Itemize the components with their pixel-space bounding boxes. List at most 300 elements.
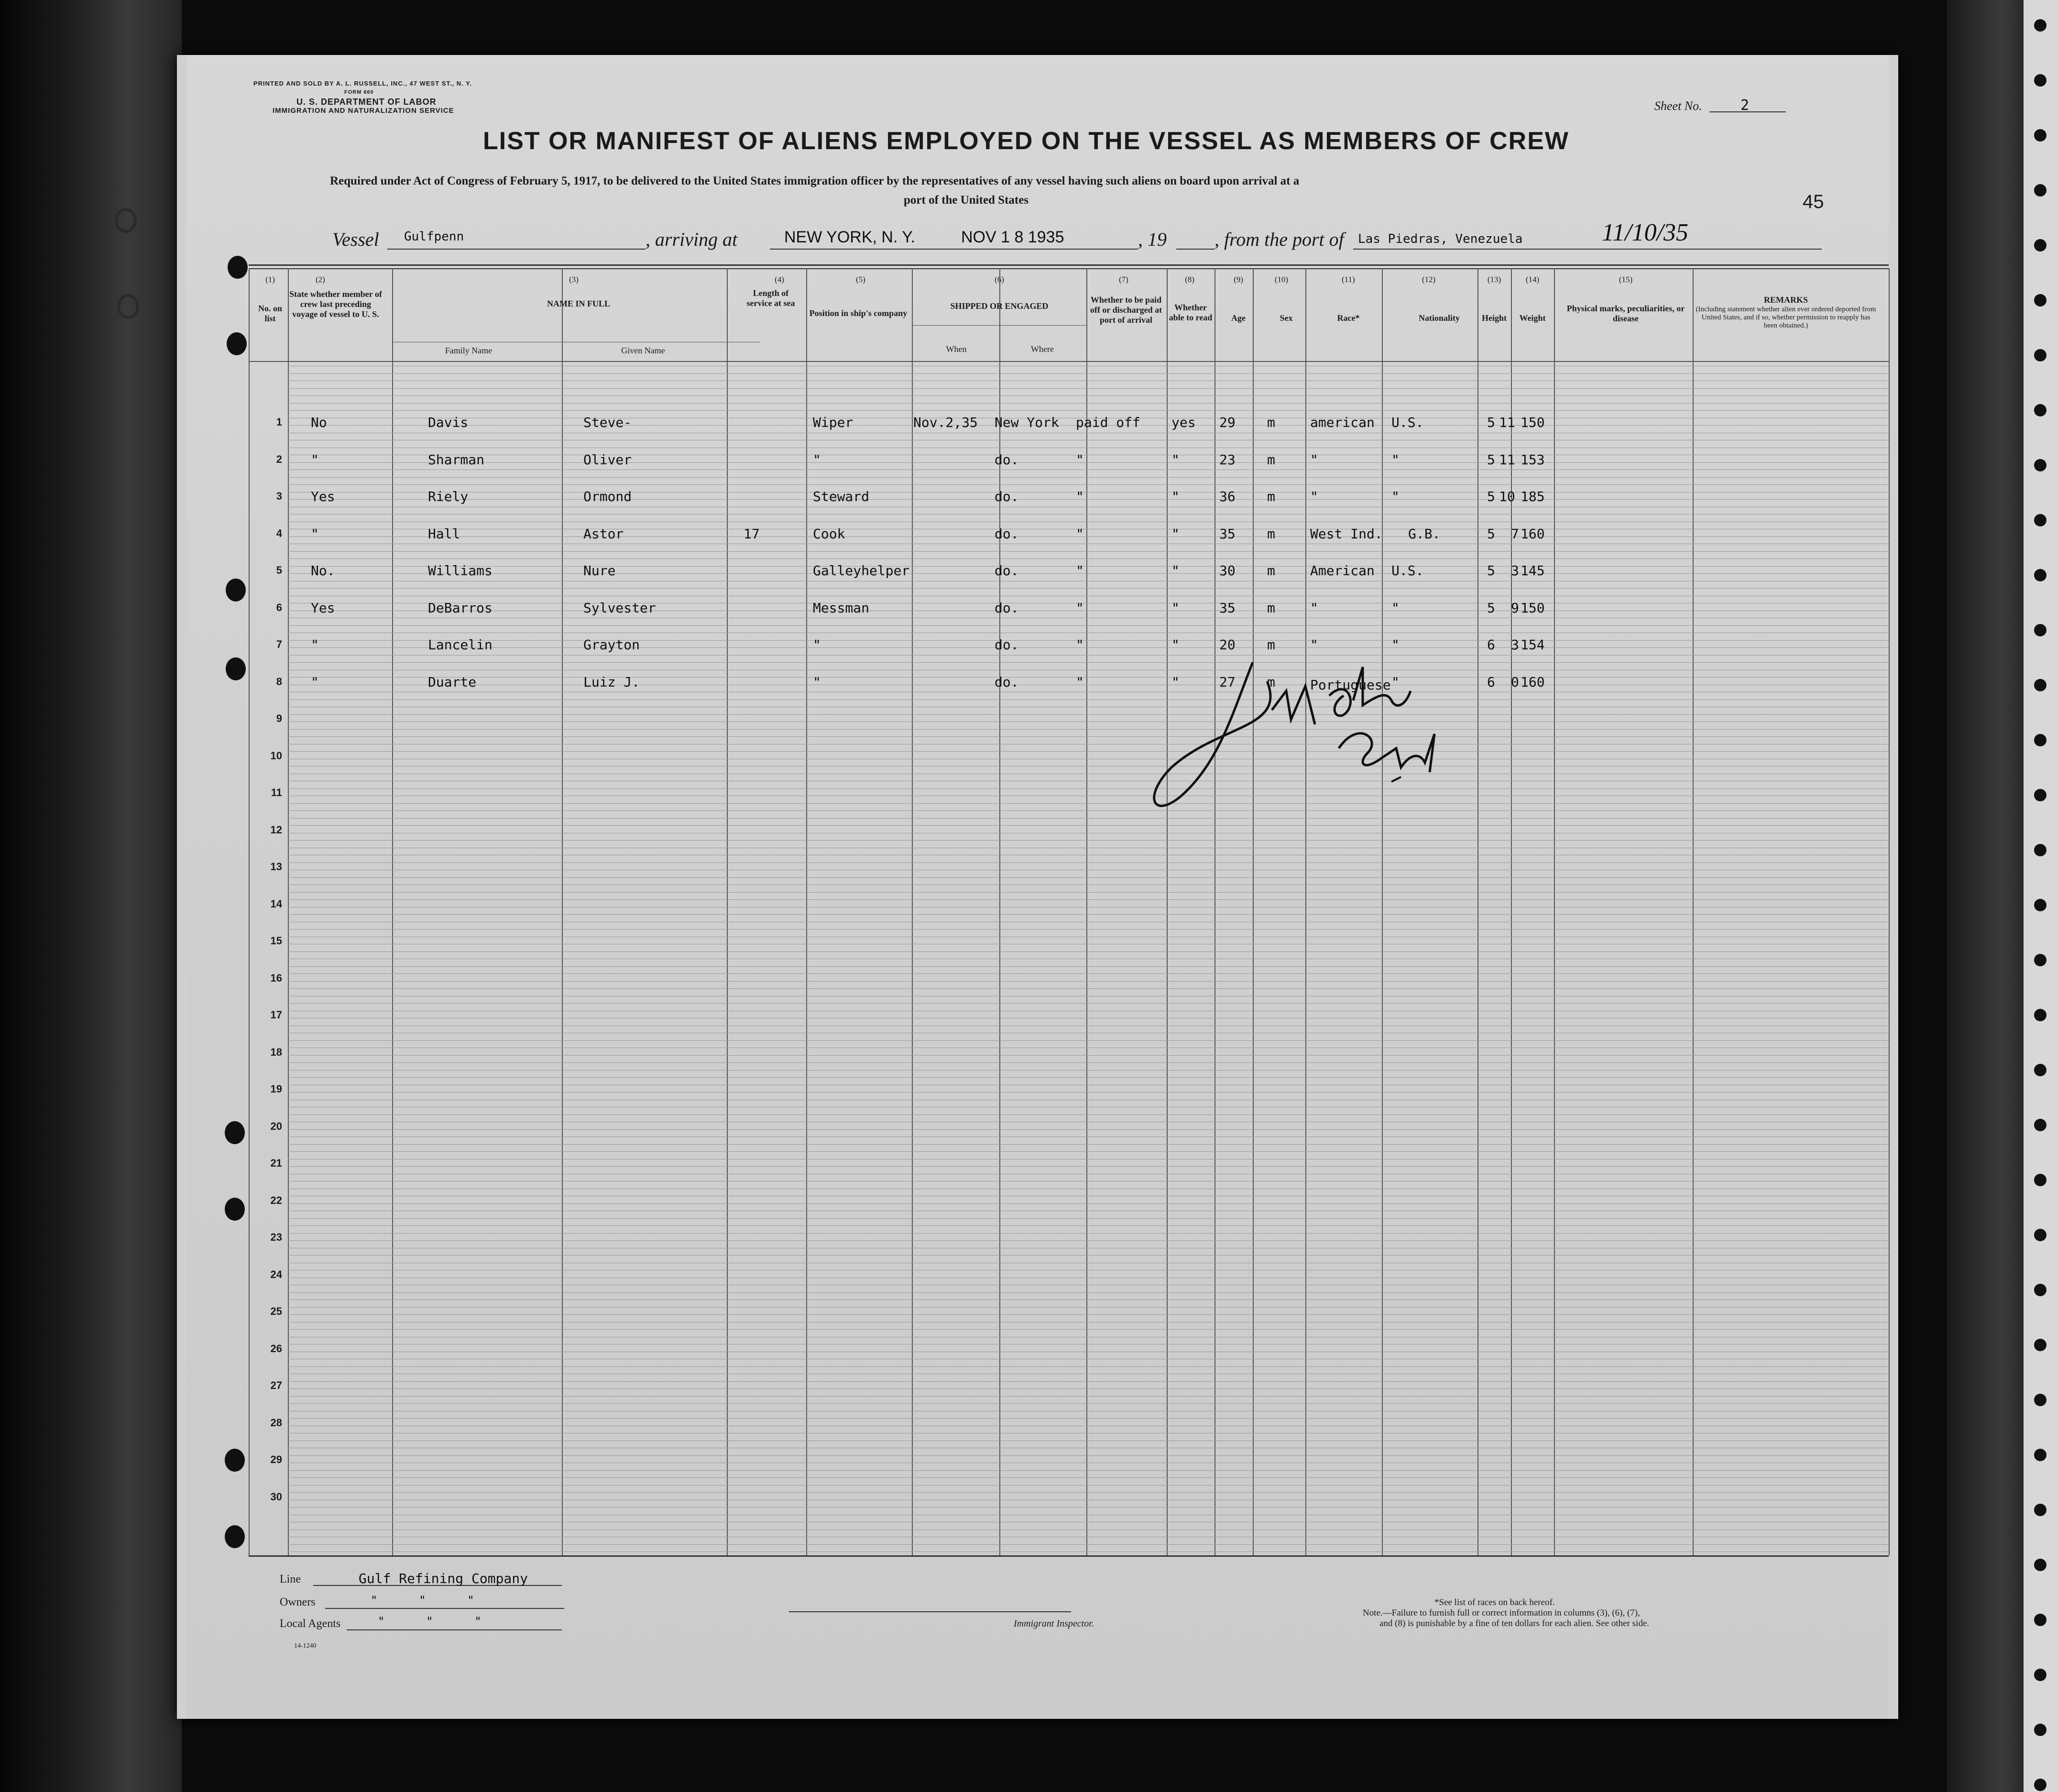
film-sprocket — [2034, 1504, 2046, 1516]
punch-hole — [225, 1121, 245, 1144]
punch-hole — [225, 1449, 245, 1472]
grid-rule — [288, 751, 1889, 752]
note-line-2: and (8) is punishable by a fine of ten dollars for each alien. See other side. — [1379, 1618, 1650, 1628]
row-number: 30 — [270, 1490, 282, 1503]
grid-rule — [288, 499, 1889, 500]
weight-cell: 153 — [1521, 451, 1545, 468]
service: IMMIGRATION AND NATURALIZATION SERVICE — [273, 107, 454, 115]
race-cell: Portuguese — [1310, 677, 1391, 693]
grid-rule — [288, 536, 1889, 537]
weight-cell: 154 — [1521, 637, 1545, 653]
prev-voyage-cell: " — [311, 451, 319, 468]
grid-rule — [288, 1070, 1889, 1071]
given-name-cell: Nure — [583, 563, 616, 579]
paid-off-cell: " — [1076, 489, 1084, 504]
position-cell: " — [813, 451, 821, 468]
page-number: 45 — [1803, 191, 1824, 212]
grid-rule — [288, 388, 1889, 389]
height-inches-cell: 10 — [1499, 489, 1515, 504]
able-to-read-cell: " — [1171, 637, 1180, 653]
grid-rule — [288, 788, 1889, 789]
film-sprocket — [2034, 1614, 2046, 1626]
nationality-cell: " — [1391, 637, 1400, 653]
grid-rule — [288, 647, 1889, 648]
position-cell: " — [813, 674, 821, 690]
sheet-paper — [186, 55, 1889, 1719]
column-rule — [1554, 268, 1555, 1555]
height-feet-cell: 5 — [1487, 415, 1495, 430]
column-rule — [1086, 268, 1087, 1555]
weight-cell: 185 — [1521, 489, 1545, 504]
signature — [1143, 653, 1477, 853]
col-num-2: (2) — [316, 275, 325, 284]
film-sprocket — [2034, 1229, 2046, 1241]
col-num-5: (5) — [856, 275, 865, 284]
grid-rule — [288, 1307, 1889, 1308]
weight-cell: 145 — [1521, 563, 1545, 579]
paid-off-cell: " — [1076, 637, 1084, 653]
requirement-line-1: Required under Act of Congress of February 5, 1917, to be delivered to the United States immigration officer by the representatives of any vessel having such aliens on board upon arrival at a — [330, 175, 1300, 187]
col-header-name: NAME IN FULL — [547, 299, 610, 308]
age-cell: 29 — [1219, 415, 1236, 430]
row-number: 17 — [270, 1009, 282, 1021]
film-sprocket — [2034, 19, 2046, 32]
film-sprocket — [2034, 514, 2046, 526]
family-name-cell: Williams — [428, 563, 492, 579]
grid-rule — [288, 1092, 1889, 1093]
column-rule — [1889, 268, 1890, 1555]
row-number: 28 — [270, 1416, 282, 1429]
height-inches-cell: 7 — [1511, 525, 1519, 542]
grid-rule — [288, 395, 1889, 396]
grid-rule — [288, 810, 1889, 811]
col-num-9: (9) — [1234, 275, 1243, 284]
film-sprocket — [2034, 1449, 2046, 1461]
grid-rule — [288, 1255, 1889, 1256]
paid-off-cell: paid off — [1076, 415, 1140, 430]
race-cell: American — [1310, 563, 1375, 579]
height-inches-cell: 9 — [1511, 600, 1519, 616]
punch-hole — [226, 657, 246, 680]
prev-voyage-cell: " — [311, 674, 319, 690]
vessel-name: Gulfpenn — [404, 229, 464, 244]
row-number: 5 — [276, 564, 282, 576]
column-rule — [912, 268, 913, 1555]
film-sprocket — [2034, 184, 2046, 197]
punch-hole — [227, 332, 247, 355]
row-number: 7 — [276, 638, 282, 650]
grid-rule — [288, 840, 1889, 841]
family-name-cell: Sharman — [428, 451, 485, 468]
col-header-paid-off: Whether to be paid off or discharged at port of arrival — [1090, 295, 1162, 325]
grid-rule — [288, 721, 1889, 722]
film-sprocket — [2034, 1009, 2046, 1021]
col-num-12: (12) — [1422, 275, 1436, 284]
note-races: *See list of races on back hereof. — [1434, 1597, 1555, 1607]
col-num-14: (14) — [1525, 275, 1540, 284]
grid-rule — [288, 662, 1889, 663]
grid-rule — [288, 1418, 1889, 1419]
col-header-read: Whether able to read — [1169, 303, 1213, 322]
shipped-where-cell: do. — [995, 637, 1019, 653]
prev-voyage-cell: Yes — [311, 600, 335, 616]
nationality-cell: G.B. — [1408, 525, 1441, 542]
shipped-where-cell: do. — [995, 489, 1019, 504]
grid-rule — [288, 484, 1889, 485]
film-sprocket — [2034, 1064, 2046, 1076]
footer-owners-value: " " " — [371, 1594, 474, 1607]
position-cell: Wiper — [813, 415, 853, 430]
height-inches-cell: 3 — [1511, 563, 1519, 579]
footer-line-label: Line — [280, 1573, 301, 1585]
family-name-cell: Riely — [428, 489, 469, 504]
family-name-cell: DeBarros — [428, 600, 492, 616]
given-name-cell: Sylvester — [583, 600, 656, 616]
punch-hole — [228, 256, 248, 279]
grid-rule — [288, 1136, 1889, 1137]
col-header-weight: Weight — [1519, 313, 1546, 323]
row-number: 29 — [270, 1453, 282, 1465]
grid-rule — [288, 410, 1889, 411]
grid-rule — [288, 551, 1889, 552]
grid-rule — [288, 1366, 1889, 1367]
column-rule — [727, 268, 728, 1555]
grid-rule — [288, 892, 1889, 893]
arriving-port: NEW YORK, N. Y. — [784, 228, 915, 246]
row-number: 19 — [270, 1083, 282, 1095]
grid-rule — [288, 1381, 1889, 1382]
grid-rule — [288, 1403, 1889, 1404]
film-sprocket — [2034, 74, 2046, 87]
height-inches-cell: 3 — [1511, 637, 1519, 653]
grid-rule — [288, 403, 1889, 404]
sheet-label: Sheet No. — [1654, 99, 1702, 113]
grid-rule — [288, 1292, 1889, 1293]
given-name-cell: Grayton — [583, 637, 640, 653]
grid-rule — [288, 1240, 1889, 1241]
row-number: 18 — [270, 1046, 282, 1058]
arrival-date-stamp: NOV 1 8 1935 — [961, 228, 1064, 246]
able-to-read-cell: " — [1171, 563, 1180, 579]
col-header-when: When — [946, 344, 967, 354]
film-sprocket — [2034, 349, 2046, 361]
sex-cell: m — [1267, 600, 1275, 616]
shipped-where-cell: do. — [995, 563, 1019, 579]
grid-rule — [288, 1455, 1889, 1456]
grid-rule — [288, 558, 1889, 559]
nationality-cell: U.S. — [1391, 563, 1424, 579]
paid-off-cell: " — [1076, 674, 1084, 690]
height-feet-cell: 5 — [1487, 489, 1495, 504]
col-num-8: (8) — [1185, 275, 1194, 284]
shipped-where-cell: do. — [995, 600, 1019, 616]
punch-hole — [117, 294, 139, 319]
row-number: 2 — [276, 453, 282, 465]
service-length-cell: 17 — [744, 525, 760, 542]
height-feet-cell: 5 — [1487, 525, 1495, 542]
film-sprocket — [2034, 789, 2046, 801]
paid-off-cell: " — [1076, 600, 1084, 616]
col-header-position: Position in ship's company — [809, 308, 908, 318]
col-header-family-name: Family Name — [445, 346, 492, 355]
column-rule — [1477, 268, 1478, 1555]
grid-rule — [288, 914, 1889, 915]
year-label: , 19 — [1138, 229, 1167, 250]
height-feet-cell: 5 — [1487, 600, 1495, 616]
film-sprocket — [2034, 624, 2046, 636]
given-name-cell: Oliver — [583, 451, 632, 468]
race-cell: " — [1310, 600, 1318, 616]
grid-rule — [288, 1003, 1889, 1004]
film-sprocket — [2034, 1724, 2046, 1736]
handwritten-date: 11/10/35 — [1602, 219, 1689, 246]
grid-rule — [288, 1055, 1889, 1056]
film-sprocket — [2034, 1779, 2046, 1791]
row-number: 3 — [276, 490, 282, 502]
col-header-age: Age — [1231, 313, 1246, 323]
nationality-cell: " — [1391, 489, 1400, 504]
film-strip — [2024, 0, 2057, 1792]
shipped-where-cell: do. — [995, 674, 1019, 690]
paid-off-cell: " — [1076, 451, 1084, 468]
row-number: 12 — [270, 823, 282, 836]
column-rule — [1253, 268, 1254, 1555]
grid-rule — [288, 1040, 1889, 1041]
film-sprocket — [2034, 294, 2046, 306]
grid-rule — [288, 973, 1889, 974]
family-name-cell: Duarte — [428, 674, 477, 690]
col-header-sex: Sex — [1280, 313, 1293, 323]
col-header-physical-marks: Physical marks, peculiarities, or disease — [1566, 304, 1685, 323]
shipped-when-cell: Nov.2,35 — [913, 415, 978, 430]
footer-line-value: Gulf Refining Company — [359, 1571, 528, 1586]
row-number: 11 — [271, 787, 282, 798]
film-sprocket — [2034, 129, 2046, 142]
grid-rule — [288, 1388, 1889, 1389]
department: U. S. DEPARTMENT OF LABOR — [296, 97, 437, 107]
age-cell: 23 — [1219, 451, 1236, 468]
row-number: 10 — [270, 749, 282, 762]
nationality-cell: " — [1391, 674, 1400, 690]
grid-rule — [288, 1062, 1889, 1063]
grid-rule — [288, 373, 1889, 374]
row-number: 20 — [270, 1120, 282, 1132]
sex-cell: m — [1267, 451, 1275, 468]
film-sprocket — [2034, 569, 2046, 581]
grid-rule — [288, 1077, 1889, 1078]
film-sprocket — [2034, 899, 2046, 911]
shipped-where-cell: do. — [995, 525, 1019, 542]
sex-cell: m — [1267, 563, 1275, 579]
grid-rule — [288, 588, 1889, 589]
able-to-read-cell: " — [1171, 600, 1180, 616]
row-number: 1 — [276, 416, 282, 428]
grid-rule — [288, 877, 1889, 878]
row-number: 14 — [270, 897, 282, 910]
grid-rule — [288, 462, 1889, 463]
col-header-service: Length of service at sea — [746, 288, 795, 308]
row-number: 9 — [276, 712, 282, 724]
grid-rule — [288, 818, 1889, 819]
height-feet-cell: 6 — [1487, 674, 1495, 690]
grid-rule — [288, 988, 1889, 989]
race-cell: " — [1310, 489, 1318, 504]
from-port: Las Piedras, Venezuela — [1358, 232, 1523, 246]
grid-rule — [288, 1144, 1889, 1145]
grid-rule — [288, 899, 1889, 900]
requirement-line-2: port of the United States — [904, 194, 1029, 207]
height-inches-cell: 0 — [1511, 674, 1519, 690]
grid-rule — [288, 1544, 1889, 1545]
form-number: FORM 660 — [344, 89, 374, 95]
col-header-nationality: Nationality — [1418, 313, 1460, 323]
page-title: LIST OR MANIFEST OF ALIENS EMPLOYED ON THE VESSEL AS MEMBERS OF CREW — [483, 127, 1569, 155]
grid-rule — [288, 736, 1889, 737]
grid-rule — [288, 966, 1889, 967]
nationality-cell: " — [1391, 451, 1400, 468]
row-number: 22 — [270, 1194, 282, 1206]
film-sprocket — [2034, 1284, 2046, 1296]
col-header-no: No. on list — [258, 304, 283, 323]
col-header-remarks-sub: (Including statement whether alien ever ordered deported from United States, and if so, whether permission to reapply has been obtained.) — [1696, 306, 1876, 329]
prev-voyage-cell: " — [311, 525, 319, 542]
age-cell: 35 — [1219, 600, 1236, 616]
footer-agents-label: Local Agents — [280, 1617, 341, 1630]
able-to-read-cell: " — [1171, 525, 1180, 542]
column-rule — [288, 268, 289, 1555]
film-sprocket — [2034, 1174, 2046, 1186]
punch-hole — [115, 208, 137, 233]
row-number: 15 — [270, 935, 282, 947]
grid-rule — [288, 1492, 1889, 1493]
grid-rule — [288, 825, 1889, 826]
sex-cell: m — [1267, 415, 1275, 430]
weight-cell: 150 — [1521, 415, 1545, 430]
able-to-read-cell: " — [1171, 489, 1180, 504]
age-cell: 27 — [1219, 674, 1236, 690]
punch-hole — [225, 1525, 245, 1548]
height-feet-cell: 5 — [1487, 451, 1495, 468]
grid-rule — [288, 714, 1889, 715]
punch-hole — [225, 1198, 245, 1221]
paid-off-cell: " — [1076, 525, 1084, 542]
prev-voyage-cell: Yes — [311, 489, 335, 504]
grid-rule — [288, 1218, 1889, 1219]
position-cell: " — [813, 637, 821, 653]
grid-rule — [288, 803, 1889, 804]
sheet-number: 2 — [1740, 97, 1750, 114]
column-rule — [1167, 268, 1168, 1555]
film-sprocket — [2034, 1559, 2046, 1571]
age-cell: 20 — [1219, 637, 1236, 653]
immigrant-inspector-label: Immigrant Inspector. — [1014, 1618, 1094, 1629]
shipped-where-cell: New York — [995, 415, 1059, 430]
able-to-read-cell: " — [1171, 674, 1180, 690]
grid-rule — [288, 566, 1889, 567]
col-num-10: (10) — [1274, 275, 1289, 284]
grid-rule — [288, 640, 1889, 641]
grid-rule — [288, 1485, 1889, 1486]
film-sprocket — [2034, 1119, 2046, 1131]
film-sprocket — [2034, 1394, 2046, 1406]
column-rule — [392, 268, 393, 1555]
manifest-sheet — [177, 55, 1898, 1719]
prev-voyage-cell: " — [311, 637, 319, 653]
weight-cell: 160 — [1521, 674, 1545, 690]
grid-rule — [288, 1151, 1889, 1152]
col-num-13: (13) — [1487, 275, 1501, 284]
grid-rule — [288, 573, 1889, 574]
able-to-read-cell: " — [1171, 451, 1180, 468]
given-name-cell: Steve- — [583, 415, 632, 430]
race-cell: american — [1310, 415, 1375, 430]
grid-rule — [288, 1129, 1889, 1130]
position-cell: Steward — [813, 489, 870, 504]
age-cell: 35 — [1219, 525, 1236, 542]
row-number: 13 — [270, 861, 282, 873]
grid-rule — [288, 1507, 1889, 1508]
column-rule — [249, 268, 250, 1555]
grid-rule — [288, 981, 1889, 982]
col-num-3: (3) — [569, 275, 579, 284]
race-cell: " — [1310, 451, 1318, 468]
prev-voyage-cell: No — [311, 415, 327, 430]
row-number: 8 — [276, 675, 282, 688]
film-sprocket — [2034, 459, 2046, 471]
col-num-4: (4) — [775, 275, 784, 284]
footer-form-code: 14-1240 — [294, 1642, 317, 1650]
family-name-cell: Lancelin — [428, 637, 492, 653]
col-header-height: Height — [1482, 313, 1507, 323]
sex-cell: m — [1267, 674, 1275, 690]
film-sprocket — [2034, 954, 2046, 966]
row-number: 23 — [270, 1231, 282, 1243]
column-rule — [1693, 268, 1694, 1555]
height-feet-cell: 5 — [1487, 563, 1495, 579]
printer-line: PRINTED AND SOLD BY A. L. RUSSELL, INC., 47 WEST ST., N. Y. — [253, 80, 472, 87]
film-sprocket — [2034, 844, 2046, 856]
row-number: 24 — [270, 1268, 282, 1280]
nationality-cell: U.S. — [1391, 415, 1424, 430]
sex-cell: m — [1267, 637, 1275, 653]
row-number: 21 — [270, 1157, 282, 1169]
column-rule — [1305, 268, 1306, 1555]
position-cell: Messman — [813, 600, 870, 616]
col-num-1: (1) — [265, 275, 275, 284]
column-rule — [562, 268, 563, 1555]
age-cell: 30 — [1219, 563, 1236, 579]
prev-voyage-cell: No. — [311, 563, 335, 579]
col-header-remarks: REMARKS — [1763, 295, 1808, 305]
grid-rule — [288, 1470, 1889, 1471]
nationality-cell: " — [1391, 600, 1400, 616]
grid-rule — [288, 1314, 1889, 1315]
weight-cell: 160 — [1521, 525, 1545, 542]
family-name-cell: Hall — [428, 525, 460, 542]
col-num-11: (11) — [1342, 275, 1355, 284]
col-header-prev-voyage: State whether member of crew last preceding voyage of vessel to U. S. — [289, 289, 382, 319]
grid-rule — [288, 1203, 1889, 1204]
family-name-cell: Davis — [428, 415, 469, 430]
position-cell: Galleyhelper — [813, 563, 910, 579]
position-cell: Cook — [813, 525, 845, 542]
given-name-cell: Ormond — [583, 489, 632, 504]
row-number: 16 — [270, 972, 282, 984]
grid-rule — [288, 699, 1889, 700]
grid-rule — [288, 1477, 1889, 1478]
from-label: , from the port of — [1215, 229, 1344, 250]
age-cell: 36 — [1219, 489, 1236, 504]
